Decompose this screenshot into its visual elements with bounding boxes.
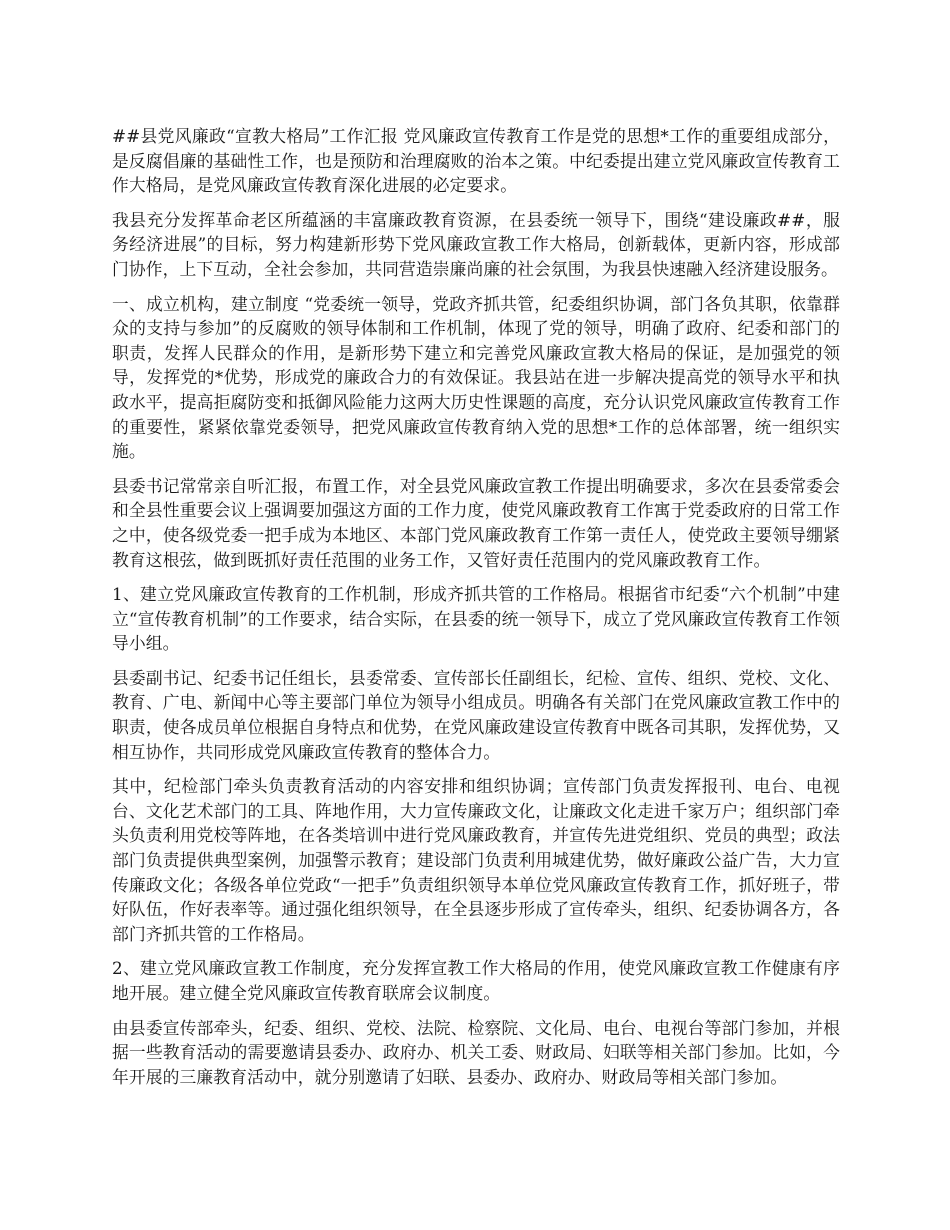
paragraph: 县委书记常常亲自听汇报，布置工作，对全县党风廉政宣教工作提出明确要求，多次在县委常委会和全县性重要会议上强调要加强这方面的工作力度，使党风廉政教育工作寓于党委政府的日常工作之中，使各级党委一把手成为本地区、本部门党风廉政教育工作第一责任人，使党政主要领导绷紧教育这根弦，做到既抓好责任范围的业务工作，又管好责任范围内的党风廉政教育工作。 xyxy=(112,475,840,570)
paragraph: 2、建立党风廉政宣教工作制度，充分发挥宣教工作大格局的作用，使党风廉政宣教工作健康有序地开展。建立健全党风廉政宣传教育联席会议制度。 xyxy=(112,958,840,1003)
paragraph: 其中，纪检部门牵头负责教育活动的内容安排和组织协调；宣传部门负责发挥报刊、电台、电视台、文化艺术部门的工具、阵地作用，大力宣传廉政文化，让廉政文化走进千家万户；组织部门牵头负责利用党校等阵地，在各类培训中进行党风廉政教育，并宣传先进党组织、党员的典型；政法部门负责提供典型案例，加强警示教育；建设部门负责利用城建优势，做好廉政公益广告，大力宣传廉政文化；各级各单位党政“一把手”负责组织领导本单位党风廉政宣传教育工作，抓好班子，带好队伍，作好表率等。通过强化组织领导，在全县逐步形成了宣传牵头，组织、纪委协调各方，各部门齐抓共管的工作格局。 xyxy=(112,776,840,944)
paragraph: 1、建立党风廉政宣传教育的工作机制，形成齐抓共管的工作格局。根据省市纪委“六个机制”中建立“宣传教育机制”的工作要求，结合实际，在县委的统一领导下，成立了党风廉政宣传教育工作领导小组。 xyxy=(112,584,840,654)
paragraph: 一、成立机构，建立制度 “党委统一领导，党政齐抓共管，纪委组织协调，部门各负其职，依靠群众的支持与参加”的反腐败的领导体制和工作机制，体现了党的领导，明确了政府、纪委和部门的职责，发挥人民群众的作用，是新形势下建立和完善党风廉政宣教大格局的保证，是加强党的领导，发挥党的*优势，形成党的廉政合力的有效保证。我县站在进一步解决提高党的领导水平和执政水平，提高拒腐防变和抵御风险能力这两大历史性课题的高度，充分认识党风廉政宣传教育工作的重要性，紧紧依靠党委领导，把党风廉政宣传教育纳入党的思想*工作的总体部署，统一组织实施。 xyxy=(112,293,840,462)
paragraph: 我县充分发挥革命老区所蕴涵的丰富廉政教育资源，在县委统一领导下，围绕“建设廉政##，服务经济进展”的目标，努力构建新形势下党风廉政宣教工作大格局，创新载体，更新内容，形成部门协作，上下互动，全社会参加，共同营造崇廉尚廉的社会氛围，为我县快速融入经济建设服务。 xyxy=(112,209,840,279)
paragraph: 县委副书记、纪委书记任组长，县委常委、宣传部长任副组长，纪检、宣传、组织、党校、文化、教育、广电、新闻中心等主要部门单位为领导小组成员。明确各有关部门在党风廉政宣教工作中的职责，使各成员单位根据自身特点和优势，在党风廉政建设宣传教育中既各司其职，发挥优势，又相互协作，共同形成党风廉政宣传教育的整体合力。 xyxy=(112,667,840,762)
document-body xyxy=(112,124,840,1099)
paragraph: ##县党风廉政“宣教大格局”工作汇报 党风廉政宣传教育工作是党的思想*工作的重要组成部分，是反腐倡廉的基础性工作，也是预防和治理腐败的治本之策。中纪委提出建立党风廉政宣传教育工作大格局，是党风廉政宣传教育深化进展的必定要求。 xyxy=(112,126,840,196)
paragraph: 由县委宣传部牵头，纪委、组织、党校、法院、检察院、文化局、电台、电视台等部门参加，并根据一些教育活动的需要邀请县委办、政府办、机关工委、财政局、妇联等相关部门参加。比如，今年开展的三廉教育活动中，就分别邀请了妇联、县委办、政府办、财政局等相关部门参加。 xyxy=(112,1017,840,1087)
